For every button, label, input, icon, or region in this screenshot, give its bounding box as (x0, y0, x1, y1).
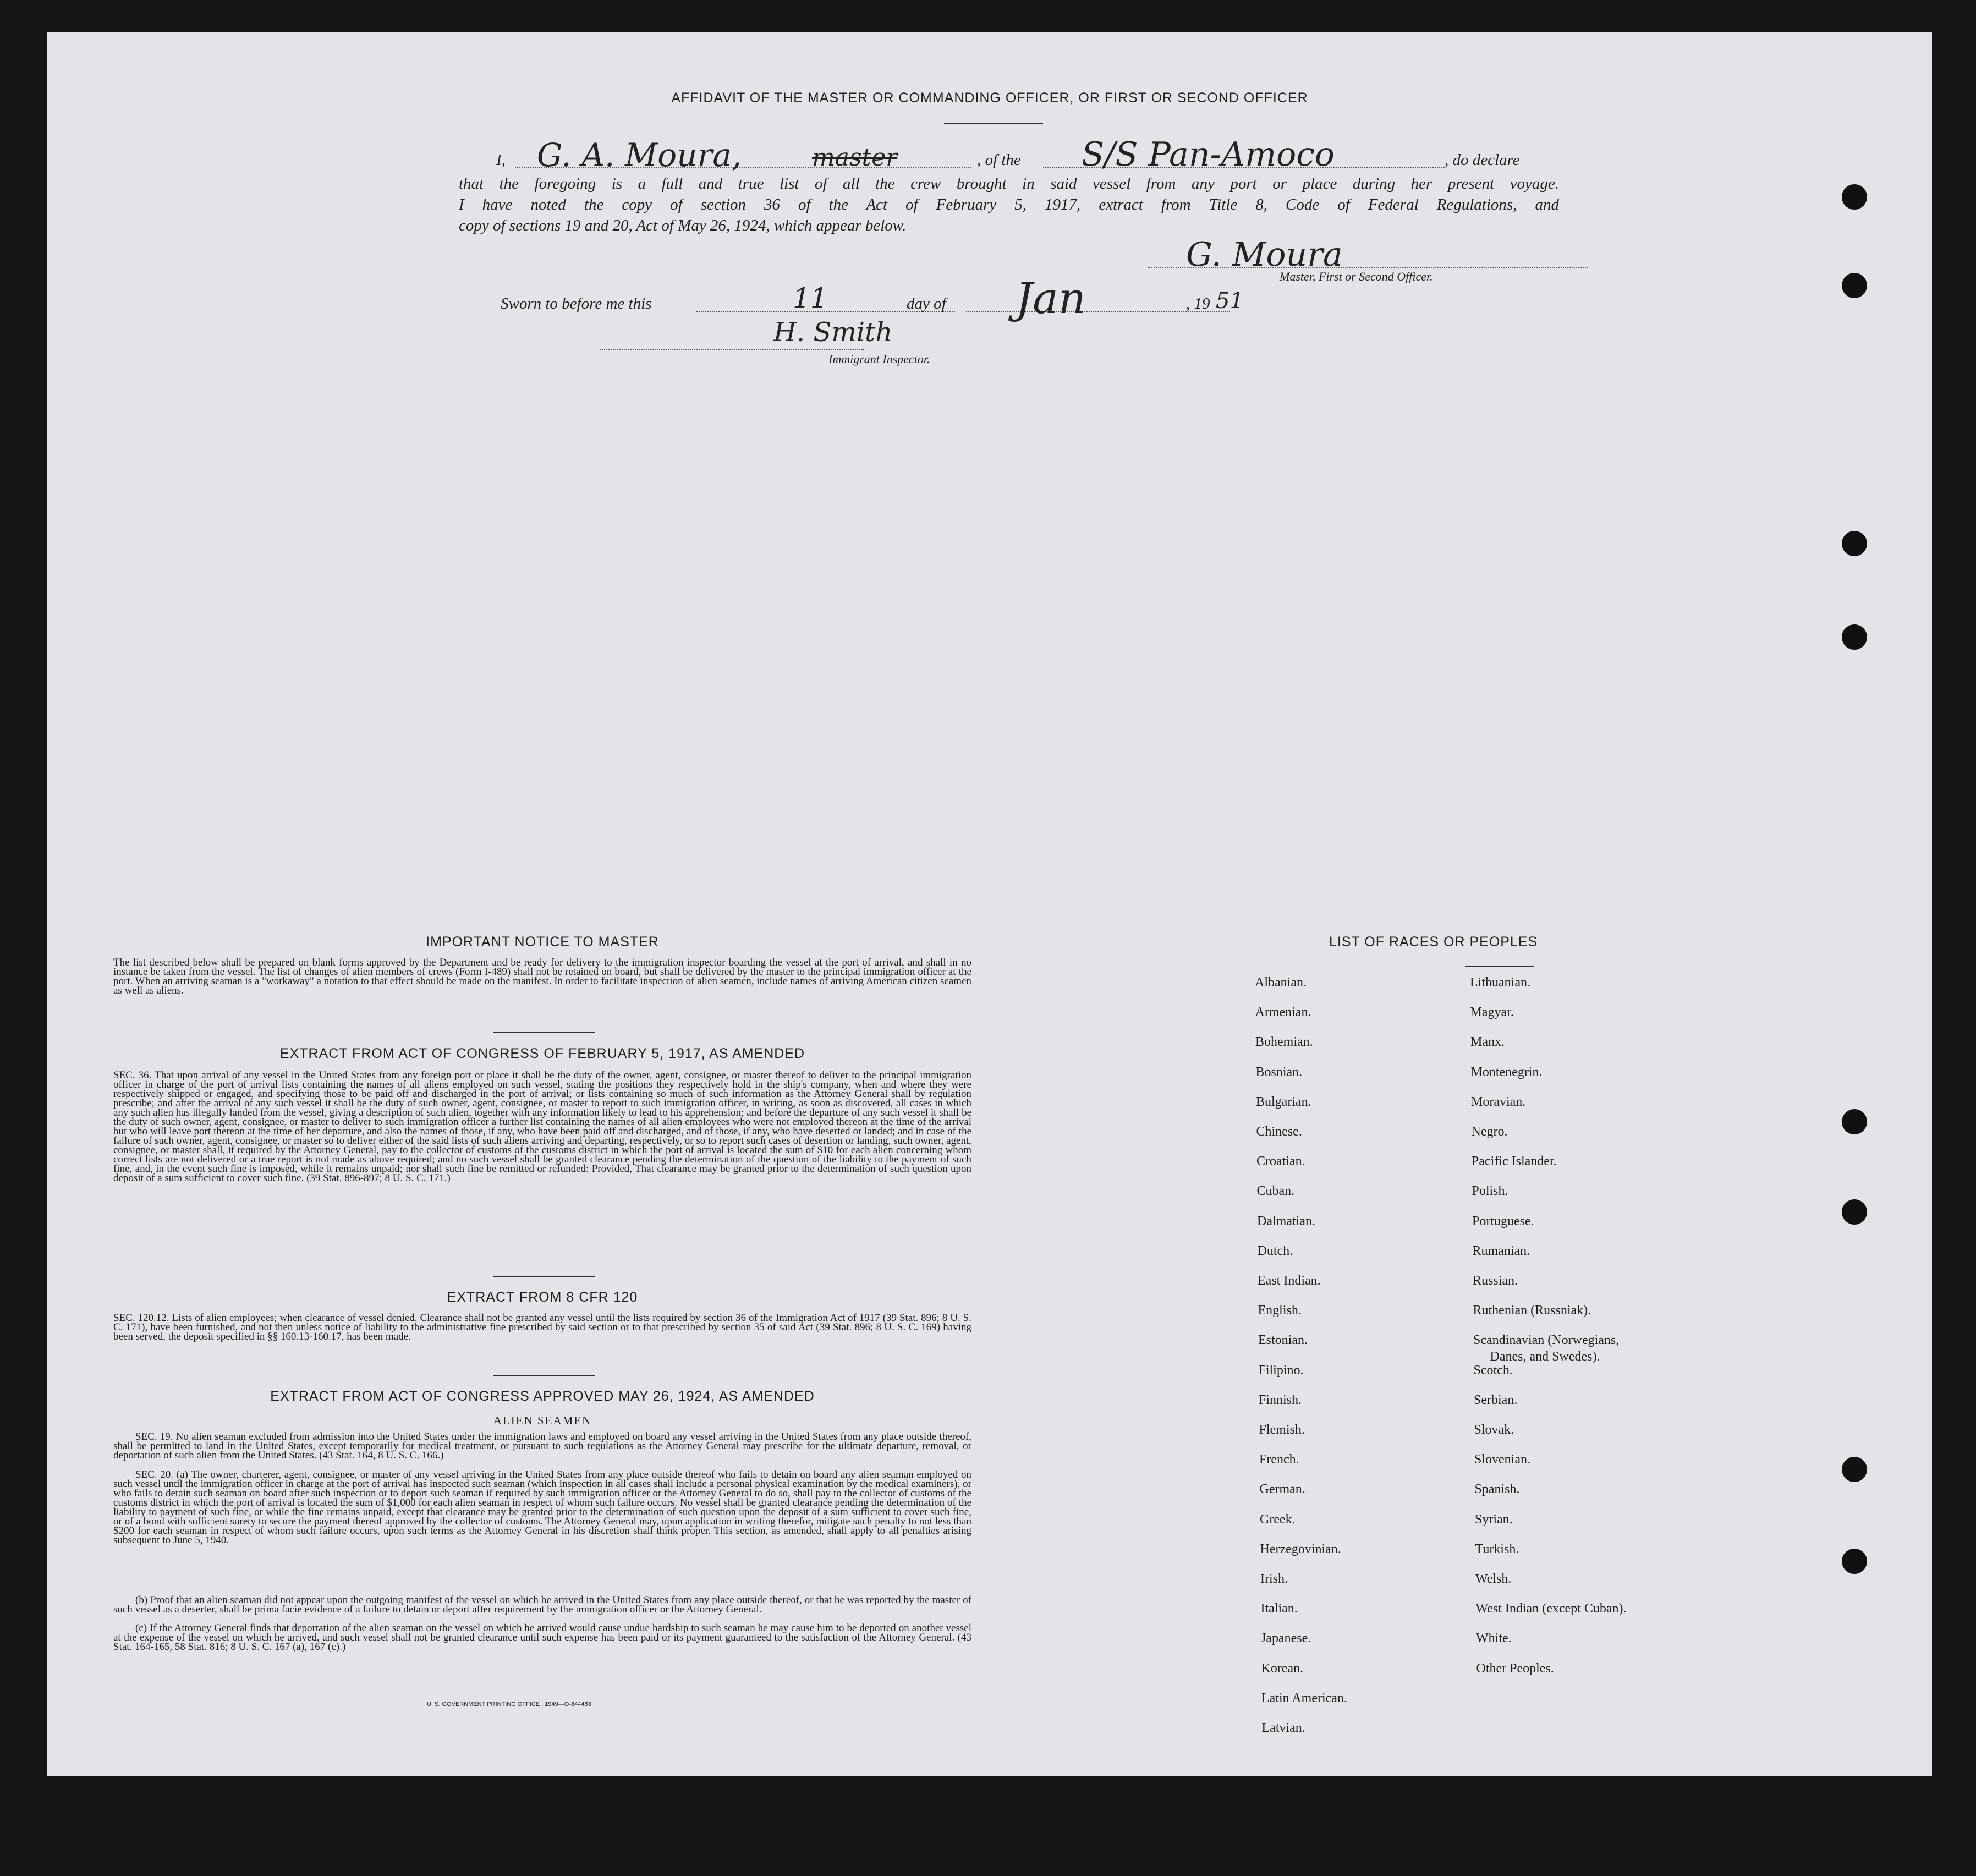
race-item: Lithuanian. (1470, 975, 1530, 990)
extract-1924-p3: (b) Proof that an alien seaman did not appear upon the outgoing manifest of the vessel on which he arrived in the United States from any place outside thereof, or that he was reported by the master of such vessel as a deserter, shall be prima facie evidence of a failure to detain or deport after requirement by the immigration officer or the Attorney General. (113, 1594, 971, 1615)
signature-caption: Master, First or Second Officer. (1280, 270, 1433, 283)
do-declare-label: , do declare (1445, 151, 1520, 169)
race-item: Danes, and Swedes). (1490, 1350, 1600, 1364)
inspector-signature: H. Smith (773, 317, 893, 348)
extract-1917-text: SEC. 36. That upon arrival of any vessel in the United States from any foreign port or place it shall be the duty of the owner, agent, consignee, or master thereof to deliver to the principal immigration officer in charge of the port of arrival lists containing the names of all aliens employed on such vessel, stating the positions they respectively hold in the ship's company, when and where they were respectively shipped or engaged, and specifying those to be paid off and discharged in the port of arrival; or lists containing so much of such information as the Attorney General shall by regulation prescribe; and after the arrival of any such vessel it shall be the duty of such owner, agent, consignee, or master to report to such immigration officer, in writing, as soon as discovered, all cases in which any such alien has illegally landed from the vessel, giving a description of such alien, together with any information likely to lead to his apprehension; and before the departure of any such vessel it shall be the duty of such owner, agent, consignee, or master to deliver to such immigration officer a further list containing the names of all alien employees who were not employed thereon at the time of the arrival but who will leave port thereon at the time of her departure, and also the names of those, if any, who have been paid off and discharged, and of those, if any, who have deserted or landed; and in case of the failure of such owner, agent, consignee, or master so to deliver either of the said lists of such aliens arriving and departing, respectively, or so to report such cases of desertion or landing, such owner, agent, consignee, or master shall, if required by the Attorney General, pay to the collector of customs of the customs district in which the port of arrival is located the sum of $10 for each alien concerning whom correct lists are not delivered or a true report is not made as above required; and no such vessel shall be granted clearance pending the determination of the question of the liability to the payment of such fine, and, in the event such fine is imposed, while it remains unpaid; nor shall such fine be remitted or refunded: Provided, That clearance may be granted prior to the determination of such question upon deposit of a sum sufficient to cover such fine. (39 Stat. 896-897; 8 U. S. C. 171.) (113, 1069, 971, 1184)
extract-1924-p1: SEC. 19. No alien seaman excluded from admission into the United States under the immigration laws and employed on board any vessel arriving in the United States from any place outside thereof, shall be permitted to land in the United States, except temporarily for medical treatment, or pursuant to such regulations as the Attorney General may prescribe for the ultimate departure, removal, or deportation of such alien from the United States. (43 Stat. 164, 8 U. S. C. 166.) (113, 1431, 971, 1461)
notice-rule (493, 1032, 595, 1033)
race-item: Croatian. (1256, 1154, 1305, 1169)
race-item: Bohemian. (1255, 1035, 1313, 1050)
race-item: West Indian (except Cuban). (1475, 1601, 1627, 1616)
extract-cfr-title: EXTRACT FROM 8 CFR 120 (447, 1290, 638, 1305)
race-item: English. (1258, 1303, 1302, 1318)
race-item: Ruthenian (Russniak). (1473, 1303, 1591, 1318)
sworn-prefix: Sworn to before me this (501, 295, 652, 312)
punch-hole (1842, 624, 1867, 650)
race-item: Armenian. (1255, 1005, 1311, 1020)
race-item: Slovenian. (1474, 1452, 1530, 1467)
race-item: Bosnian. (1255, 1065, 1303, 1079)
extract-cfr-text: SEC. 120.12. Lists of alien employees; when clearance of vessel denied. Clearance shall not be granted any vessel until the lists required by section 36 of the Immigration Act of 1917 (39 Stat. 896; 8 U. S. C. 171), have been furnished, and not then unless notice of liability to the administrative fine prescribed by said section or to that prescribed by section 35 of said Act (39 Stat. 896; 8 U. S. C. 169) having been served, the deposit specified in §§ 160.13-160.17, has been made. (113, 1312, 971, 1342)
race-item: Polish. (1472, 1184, 1508, 1199)
race-item: Irish. (1260, 1572, 1288, 1586)
sworn-day: 11 (793, 282, 828, 314)
race-item: Latin American. (1261, 1691, 1347, 1705)
race-item: Moravian. (1471, 1094, 1526, 1109)
race-item: Chinese. (1256, 1124, 1302, 1139)
race-item: Korean. (1261, 1661, 1304, 1676)
master-name: G. A. Moura, (537, 136, 742, 174)
races-title: LIST OF RACES OR PEOPLES (1329, 934, 1538, 950)
race-item: Dalmatian. (1257, 1214, 1315, 1228)
race-item: Finnish. (1259, 1392, 1302, 1407)
vessel-name: S/S Pan-Amoco (1082, 135, 1335, 174)
race-item: Pacific Islander. (1472, 1154, 1557, 1169)
race-item: Slovak. (1474, 1423, 1514, 1437)
race-item: Rumanian. (1472, 1243, 1530, 1258)
race-item: Russian. (1473, 1274, 1518, 1288)
race-item: Scandinavian (Norwegians, (1473, 1333, 1620, 1348)
race-item: Albanian. (1255, 975, 1307, 990)
sworn-month: Jan (1016, 274, 1086, 323)
affidavit-line2: that the foregoing is a full and true list of all the crew brought in said vessel from any port or place during her present voyage. (459, 175, 1559, 193)
punch-hole (1842, 1199, 1867, 1225)
inspector-caption: Immigrant Inspector. (828, 352, 930, 366)
extract-1917-rule (493, 1276, 595, 1277)
race-item: Latvian. (1261, 1721, 1305, 1735)
extract-1924-title: EXTRACT FROM ACT OF CONGRESS APPROVED MAY 26, 1924, AS AMENDED (270, 1389, 815, 1404)
race-item: Other Peoples. (1476, 1661, 1554, 1676)
printer-line: U. S. GOVERNMENT PRINTING OFFICE : 1949—O-844463 (427, 1701, 591, 1708)
affidavit-line4: copy of sections 19 and 20, Act of May 26, 1924, which appear below. (459, 217, 907, 234)
races-rule (1465, 966, 1534, 967)
document-page (47, 32, 1932, 1776)
race-item: Japanese. (1261, 1631, 1311, 1646)
race-item: East Indian. (1258, 1274, 1321, 1288)
extract-cfr-rule (493, 1375, 595, 1376)
of-the-label: , of the (977, 151, 1021, 169)
line1-prefix: I, (496, 151, 506, 169)
race-item: Herzegovinian. (1260, 1542, 1341, 1556)
year-suffix: 51 (1216, 288, 1244, 314)
extract-1917-title: EXTRACT FROM ACT OF CONGRESS OF FEBRUARY 5, 1917, AS AMENDED (279, 1046, 805, 1061)
race-item: Cuban. (1256, 1184, 1295, 1199)
race-item: Syrian. (1475, 1512, 1513, 1527)
extract-1924-p4: (c) If the Attorney General finds that deportation of the alien seaman on the vessel on which he arrived would cause undue hardship to such seaman he may cause him to be deported on another vessel at the expense of the vessel on which he arrived, and such vessel shall not be granted clearance until such expense has been paid or its payment guaranteed to the satisfaction of the Attorney General. (43 Stat. 164-165, 58 Stat. 816; 8 U. S. C. 167 (a), 167 (c).) (113, 1622, 971, 1653)
race-item: Bulgarian. (1256, 1094, 1311, 1109)
race-item: Italian. (1260, 1601, 1298, 1616)
race-item: Negro. (1471, 1124, 1508, 1139)
race-item: White. (1476, 1631, 1512, 1646)
inspector-signature-line (600, 349, 864, 350)
race-item: Portuguese. (1472, 1214, 1534, 1228)
race-item: Estonian. (1258, 1333, 1308, 1348)
race-item: Greek. (1260, 1512, 1296, 1527)
day-of-label: day of (907, 295, 946, 312)
race-item: Filipino. (1258, 1363, 1304, 1378)
year-prefix: , 19 (1186, 295, 1210, 312)
notice-text: The list described below shall be prepared on blank forms approved by the Department and be ready for delivery to the immigration inspector boarding the vessel at the port of arrival, and shall in no instance be taken from the vessel. The list of changes of alien members of crews (Form I-489) shall not be retained on board, but shall be delivered by the master to the principal immigration officer at the port. When an arriving seaman is a "workaway" a notation to that effect should be made on the manifest. In order to facilitate inspection of alien seamen, include names of arriving American citizen seamen as well as aliens. (113, 957, 971, 996)
notice-title: IMPORTANT NOTICE TO MASTER (426, 934, 659, 950)
race-item: Manx. (1470, 1035, 1505, 1050)
title-rule (944, 123, 1043, 124)
race-item: Spanish. (1474, 1482, 1520, 1497)
master-signature: G. Moura (1186, 235, 1343, 274)
race-item: Dutch. (1257, 1243, 1293, 1258)
race-item: Montenegrin. (1470, 1065, 1543, 1079)
affidavit-title: AFFIDAVIT OF THE MASTER OR COMMANDING OFFICER, OR FIRST OR SECOND OFFICER (671, 90, 1308, 106)
affidavit-line3: I have noted the copy of section 36 of the Act of February 5, 1917, extract from Title 8, Code of Federal Regulations, and (459, 196, 1559, 213)
punch-hole (1842, 1549, 1867, 1574)
race-item: Turkish. (1475, 1542, 1519, 1556)
race-item: German. (1259, 1482, 1305, 1497)
master-rank: master (812, 144, 898, 172)
punch-hole (1842, 273, 1867, 298)
punch-hole (1842, 1109, 1867, 1134)
punch-hole (1842, 184, 1867, 210)
punch-hole (1842, 1457, 1867, 1482)
race-item: Flemish. (1259, 1423, 1305, 1437)
extract-1924-subtitle: ALIEN SEAMEN (493, 1414, 592, 1427)
race-item: Welsh. (1475, 1572, 1512, 1586)
extract-1924-p2: SEC. 20. (a) The owner, charterer, agent, consignee, or master of any vessel arriving in the United States from any place outside thereof who fails to detain on board any alien seaman employed on such vessel until the immigration officer in charge at the port of arrival has inspected such seaman (which inspection in all cases shall include a personal physical examination by the medical examiners), or who fails to detain such seaman on board after such inspection or to deport such seaman if required by such immigration officer or the Attorney General to do so, shall pay to the collector of customs of the customs district in which the port of arrival is located the sum of $1,000 for each alien seaman in respect of whom such failure occurs. No vessel shall be granted clearance pending the determination of the liability to payment of such fine, or while the fine remains unpaid, except that clearance may be granted prior to the determination of such question upon the deposit of a sum sufficient to cover such fine, or of a bond with sufficient surety to secure the payment thereof approved by the collector of customs. The Attorney General may, upon application in writing therefor, mitigate such penalty to not less than $200 for each seaman in respect of whom such failure occurs, upon such terms as the Attorney General in his discretion shall think proper. This section, as amended, shall apply to all penalties arising subsequent to June 5, 1940. (113, 1469, 971, 1546)
race-item: Serbian. (1474, 1392, 1518, 1407)
race-item: Scotch. (1473, 1363, 1513, 1378)
punch-hole (1842, 531, 1867, 556)
race-item: French. (1259, 1452, 1299, 1467)
race-item: Magyar. (1470, 1005, 1514, 1020)
